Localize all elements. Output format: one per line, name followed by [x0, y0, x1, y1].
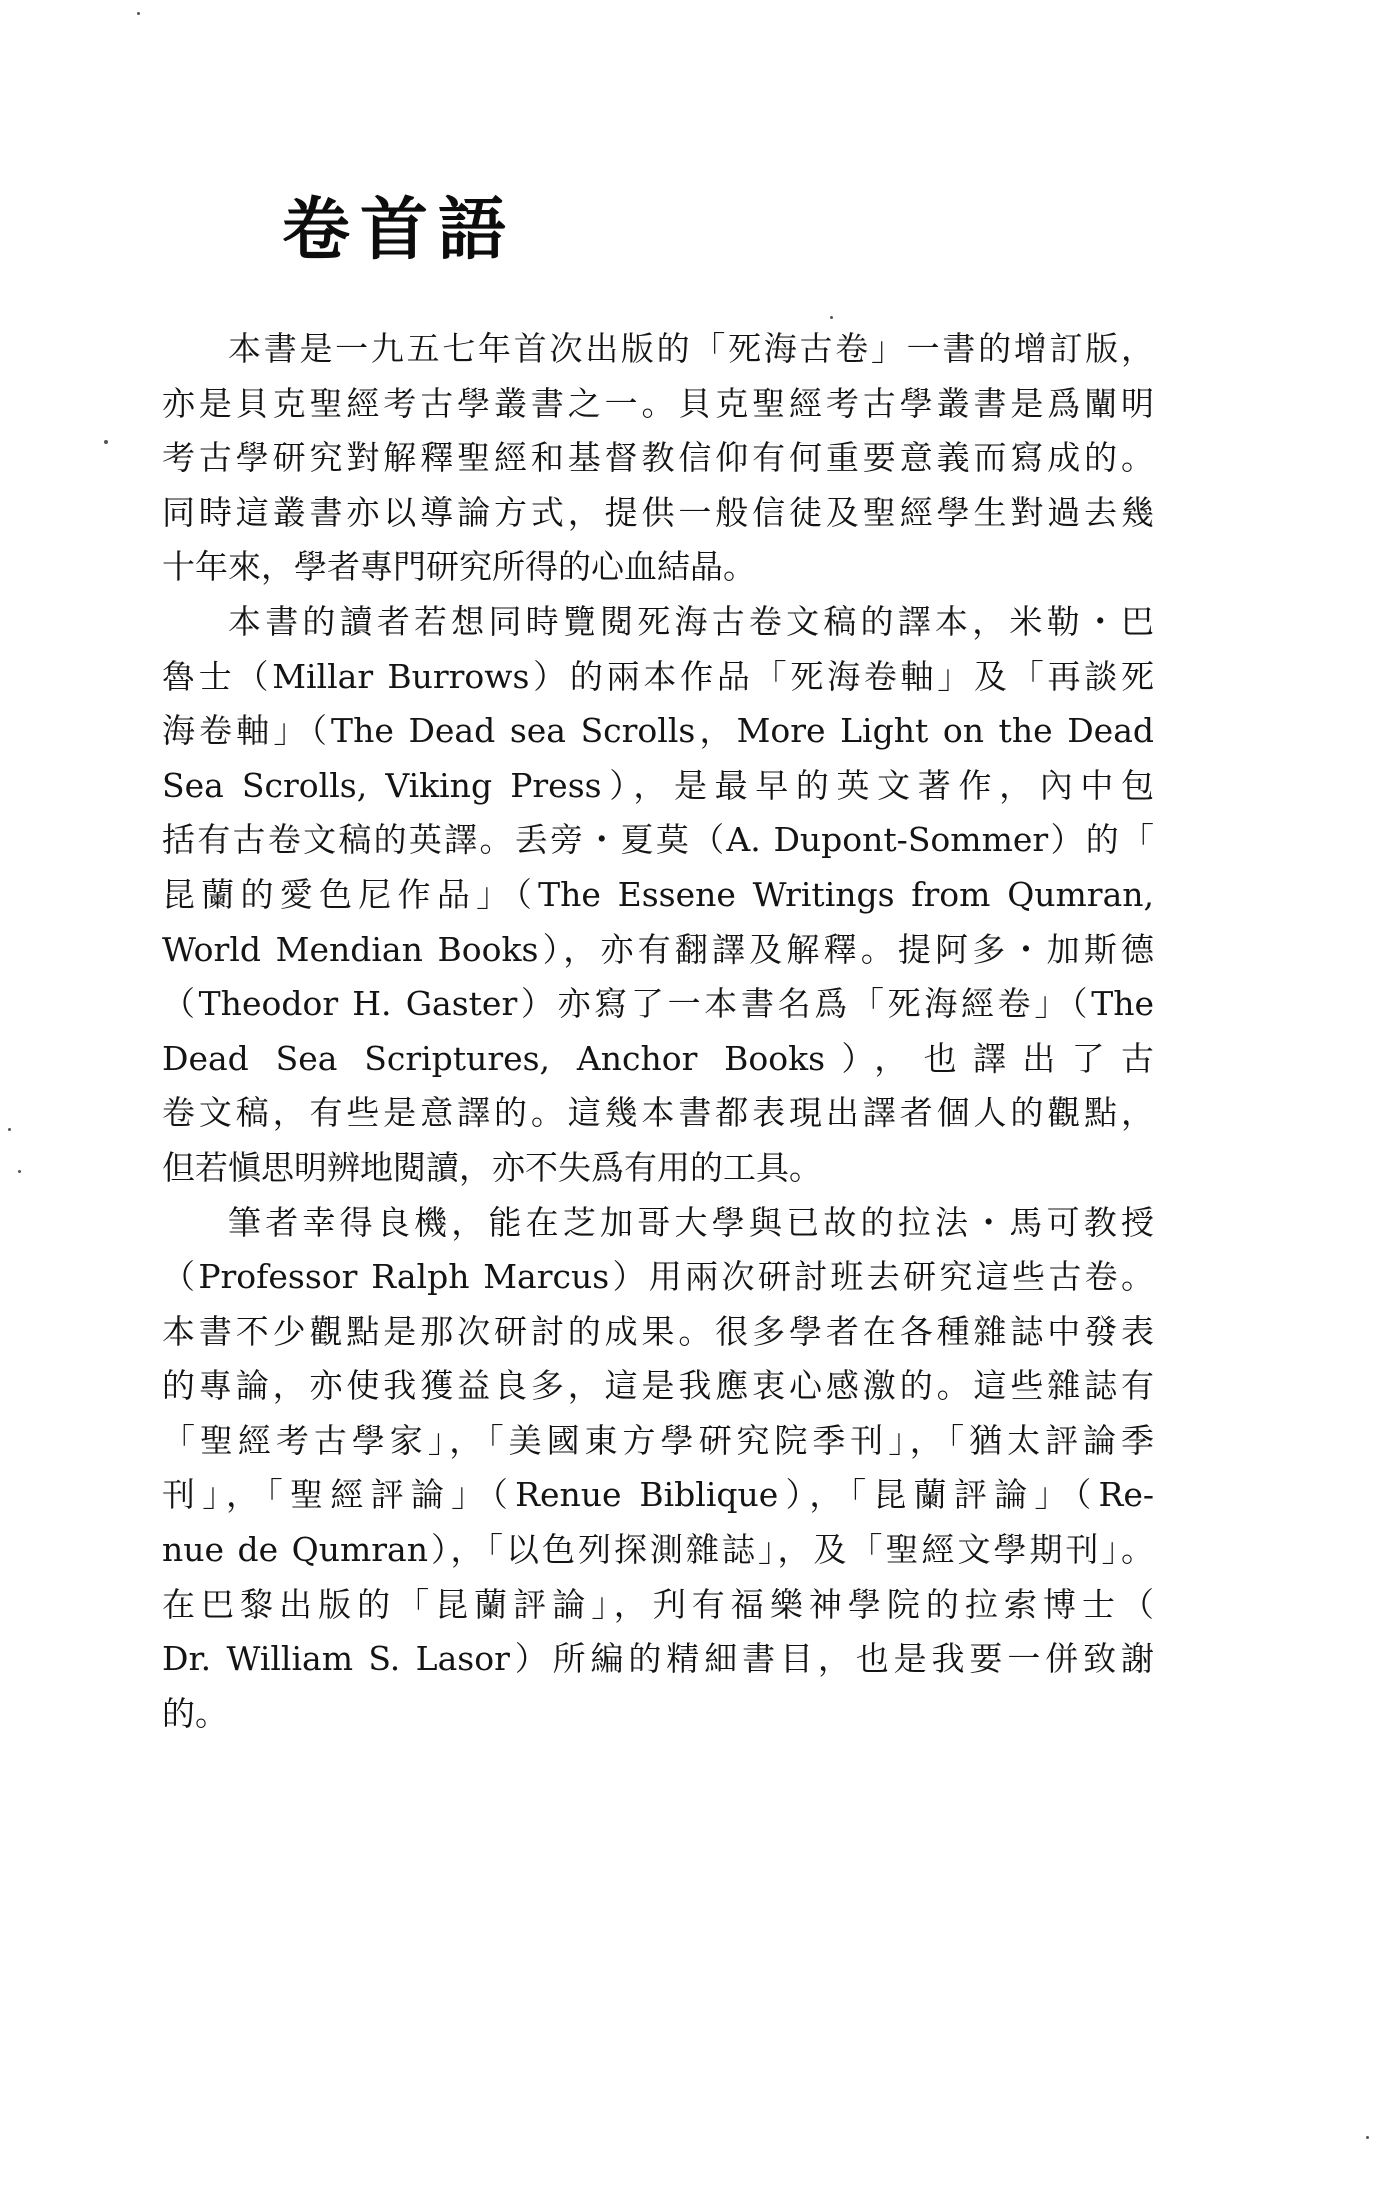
- text-line: 筆者幸得良機，能在芝加哥大學與已故的拉法・馬可教授: [228, 1202, 1154, 1242]
- text-line: 的專論，亦使我獲益良多，這是我應衷心感激的。這些雜誌有: [162, 1366, 1154, 1406]
- scan-speck: [1366, 2136, 1369, 2139]
- text-line: 本書是一九五七年首次出版的「死海古卷」一書的增訂版，: [228, 329, 1154, 368]
- text-line: 海卷軸」（The Dead sea Scrolls，More Light on the Dead: [162, 711, 1154, 751]
- text-line: 同時這叢書亦以導論方式，提供一般信徒及聖經學生對過去幾: [162, 492, 1154, 532]
- text-line: 「聖經考古學家」，「美國東方學硏究院季刊」，「猶太評論季: [162, 1420, 1154, 1460]
- text-line: 本書不少觀點是那次研討的成果。很多學者在各種雜誌中發表: [162, 1311, 1154, 1351]
- text-line: 卷文稿，有些是意譯的。這幾本書都表現出譯者個人的觀點，: [162, 1093, 1154, 1133]
- text-line: 在巴黎出版的「昆蘭評論」，刋有福樂神學院的拉索博士（: [162, 1584, 1154, 1624]
- text-line: 但若愼思明辨地閱讀，亦不失爲有用的工具。: [162, 1147, 822, 1187]
- text-line: 魯士（Millar Burrows）的兩本作品「死海卷軸」及「再談死: [162, 656, 1154, 696]
- text-line: 十年來，學者專門研究所得的心血結晶。: [162, 547, 756, 587]
- scan-speck: [830, 316, 833, 319]
- scan-speck: [18, 1170, 21, 1173]
- text-line: 的。: [162, 1693, 228, 1733]
- scan-speck: [104, 440, 108, 444]
- text-line: World Mendian Books），亦有翻譯及解釋。提阿多・加斯德: [162, 929, 1154, 969]
- text-line: 昆蘭的愛色尼作品」（The Essene Writings from Qumran,: [162, 874, 1154, 914]
- scan-speck: [8, 1128, 11, 1131]
- page-title: 卷首語: [282, 190, 517, 270]
- preface-body: [162, 322, 1154, 1741]
- text-line: 考古學研究對解釋聖經和基督教信仰有何重要意義而寫成的。: [162, 438, 1154, 478]
- text-line: Sea Scrolls, Viking Press），是最早的英文著作，內中包: [162, 765, 1154, 805]
- text-line: nue de Qumran），「以色列探測雜誌」，及「聖經文學期刊」。: [162, 1530, 1154, 1570]
- text-line: （Theodor H. Gaster）亦寫了一本書名爲「死海經卷」（The: [162, 984, 1154, 1024]
- text-line: 本書的讀者若想同時覽閱死海古卷文稿的譯本，米勒・巴: [228, 601, 1154, 641]
- text-line: 括有古卷文稿的英譯。丢旁・夏莫（A. Dupont-Sommer）的「: [162, 820, 1154, 860]
- text-line: 亦是貝克聖經考古學叢書之一。貝克聖經考古學叢書是爲闡明: [162, 383, 1154, 423]
- text-line: Dr. William S. Lasor）所編的精細書目，也是我要一併致謝: [162, 1639, 1154, 1679]
- text-line: Dead Sea Scriptures, Anchor Books），也譯出了古: [162, 1038, 1154, 1078]
- text-line: （Professor Ralph Marcus）用兩次硏討班去研究這些古卷。: [162, 1257, 1154, 1297]
- scan-speck: [137, 12, 140, 15]
- text-line: 刊」，「聖經評論」（Renue Biblique），「昆蘭評論」（Re-: [162, 1475, 1154, 1515]
